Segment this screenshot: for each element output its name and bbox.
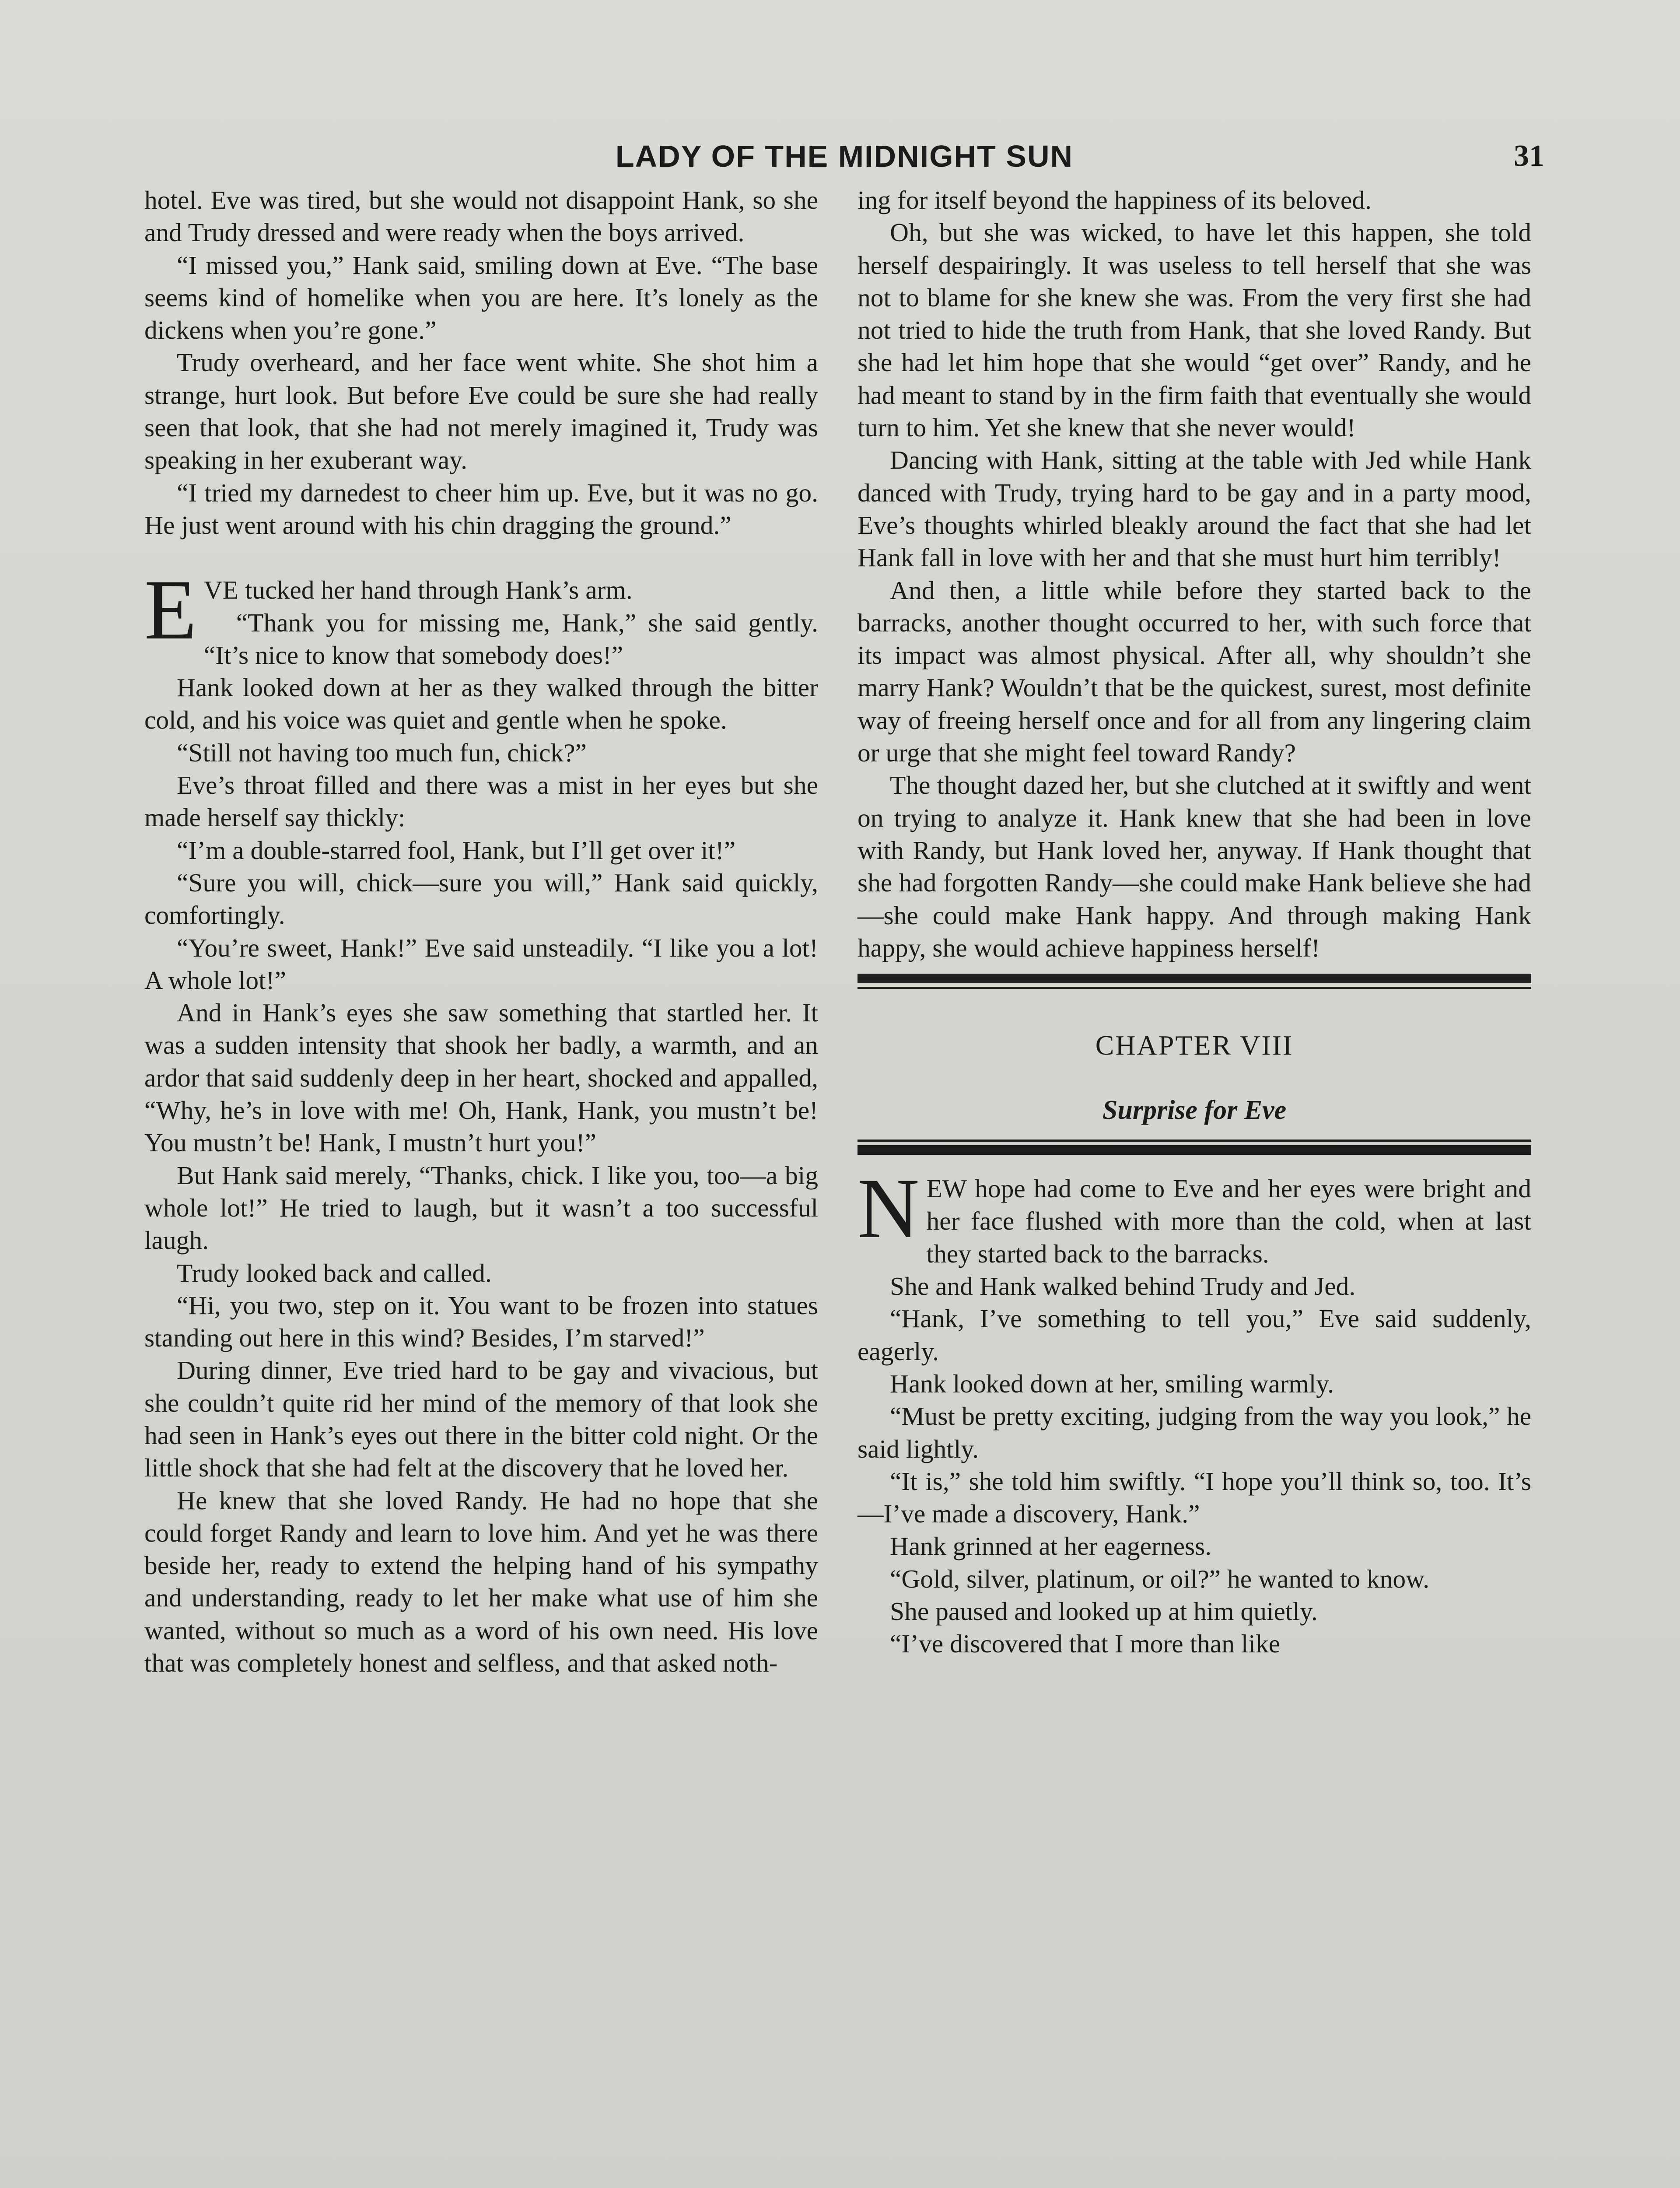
paragraph: But Hank said merely, “Thanks, chick. I like you, too—a big whole lot!” He tried to laugh, but it wasn’t a too successful laugh.	[144, 1161, 818, 1255]
paragraph: She paused and looked up at him quietly.	[890, 1596, 1318, 1626]
dropcap-paragraph-text: EW hope had come to Eve and her eyes were bright and her face flushed with more than the cold, when at last they started back to the barracks.	[926, 1174, 1531, 1268]
paragraph: During dinner, Eve tried hard to be gay and vivacious, but she couldn’t quite rid her mind of the memory of that look she had seen in Hank’s eyes out there in the bitter cold night. Or the little shock that she had felt at the discovery that he loved her.	[144, 1356, 818, 1483]
left-column	[144, 184, 818, 1679]
running-title: LADY OF THE MIDNIGHT SUN	[615, 139, 1074, 173]
paragraph: Eve’s throat filled and there was a mist in her eyes but she made herself say thickly:	[144, 771, 818, 832]
paragraph: “Hank, I’ve something to tell you,” Eve said suddenly, eagerly.	[858, 1304, 1531, 1366]
chapter-subtitle: Surprise for Eve	[1102, 1095, 1287, 1126]
drop-cap: E	[144, 562, 197, 658]
paragraph: “Thank you for missing me, Hank,” she said gently. “It’s nice to know that somebody does!”	[203, 608, 818, 670]
paragraph: “It is,” she told him swiftly. “I hope you’ll think so, too. It’s—I’ve made a discovery, Hank.”	[858, 1466, 1531, 1529]
dropcap-paragraph-text: VE tucked her hand through Hank’s arm.	[203, 575, 633, 605]
rule-thick-top	[858, 974, 1531, 983]
paragraph: ing for itself beyond the happiness of its beloved.	[858, 186, 1372, 214]
paragraph: “I tried my darnedest to cheer him up. Eve, but it was no go. He just went around with his chin dragging the ground.”	[144, 478, 818, 540]
rule-thick-bottom	[858, 1145, 1531, 1155]
page-number: 31	[1514, 139, 1544, 173]
paragraph: Trudy looked back and called.	[177, 1258, 492, 1287]
paragraph: She and Hank walked behind Trudy and Jed.	[890, 1272, 1356, 1301]
paragraph: “Still not having too much fun, chick?”	[177, 738, 587, 767]
rule-thin-bottom	[858, 1140, 1531, 1142]
paragraph: “Gold, silver, platinum, or oil?” he wanted to know.	[890, 1564, 1430, 1593]
right-column	[858, 184, 1531, 1660]
paragraph: Hank looked down at her, smiling warmly.	[890, 1369, 1334, 1398]
paragraph: “Must be pretty exciting, judging from the way you look,” he said lightly.	[858, 1402, 1531, 1463]
chapter-heading: CHAPTER VIII	[1095, 1030, 1294, 1061]
paragraph: Oh, but she was wicked, to have let this happen, she told herself despairingly. It was useless to tell herself that she was not to blame for she knew she was. From the very first she had not tried to hide the truth from Hank, that she loved Randy. But she had let him hope that she would “get over” Randy, and he had meant to stand by in the firm faith that eventually she would turn to him. Yet she knew that she never would!	[858, 218, 1531, 442]
paragraph: Trudy overheard, and her face went white. She shot him a strange, hurt look. But before Eve could be sure she had really seen that look, that she had not merely imagined it, Trudy was speaking in her exuberant way.	[144, 348, 818, 475]
page-header	[144, 137, 1544, 176]
paragraph: Dancing with Hank, sitting at the table with Jed while Hank danced with Trudy, trying hard to be gay and in a party mood, Eve’s thoughts whirled bleakly around the fact that she had let Hank fall in love with her and that she must hurt him terribly!	[858, 445, 1531, 572]
drop-cap: N	[858, 1161, 920, 1256]
paragraph: “I’ve discovered that I more than like	[890, 1629, 1281, 1659]
paragraph: hotel. Eve was tired, but she would not disappoint Hank, so she and Trudy dressed and were ready when the boys arrived.	[144, 186, 818, 247]
paragraph: “I’m a double-starred fool, Hank, but I’ll get over it!”	[177, 835, 736, 865]
paragraph: The thought dazed her, but she clutched at it swiftly and went on trying to analyze it. Hank knew that she had been in love with Randy, but Hank loved her, anyway. If Hank thought that she had forgotten Randy—she could make Hank believe she had—she could make Hank happy. And through making Hank happy, she would achieve happiness herself!	[858, 771, 1531, 962]
paragraph: Hank looked down at her as they walked through the bitter cold, and his voice was quiet and gentle when he spoke.	[144, 673, 818, 735]
paragraph: “I missed you,” Hank said, smiling down at Eve. “The base seems kind of homelike when you are here. It’s lonely as the dickens when you’re gone.”	[144, 250, 818, 345]
chapter-break	[858, 974, 1531, 1155]
paragraph: And then, a little while before they started back to the barracks, another thought occurred to her, with such force that its impact was almost physical. After all, why shouldn’t she marry Hank? Wouldn’t that be the quickest, surest, most definite way of freeing herself once and for all from any lingering claim or urge that she might feel toward Randy?	[858, 575, 1531, 768]
paragraph: “Sure you will, chick—sure you will,” Hank said quickly, comfortingly.	[144, 868, 818, 930]
rule-thin-top	[858, 987, 1531, 989]
dropcap-paragraph	[858, 1161, 1531, 1270]
paragraph: Hank grinned at her eagerness.	[890, 1532, 1212, 1561]
paragraph: And in Hank’s eyes she saw something that startled her. It was a sudden intensity that shook her badly, a warmth, and an ardor that said suddenly deep in her heart, shocked and appalled, “Why, he’s in love with me! Oh, Hank, Hank, you mustn’t be! You mustn’t be! Hank, I mustn’t hurt you!”	[144, 998, 818, 1157]
paragraph: “Hi, you two, step on it. You want to be frozen into statues standing out here in this wind? Besides, I’m starved!”	[144, 1290, 818, 1353]
paragraph: He knew that she loved Randy. He had no hope that she could forget Randy and learn to love him. And yet he was there beside her, ready to extend the helping hand of his sympathy and understanding, ready to let her make what use of him she wanted, without so much as a word of his own need. His love that was completely honest and selfless, and that asked noth-	[144, 1486, 818, 1678]
paragraph: “You’re sweet, Hank!” Eve said unsteadily. “I like you a lot! A whole lot!”	[144, 933, 818, 995]
